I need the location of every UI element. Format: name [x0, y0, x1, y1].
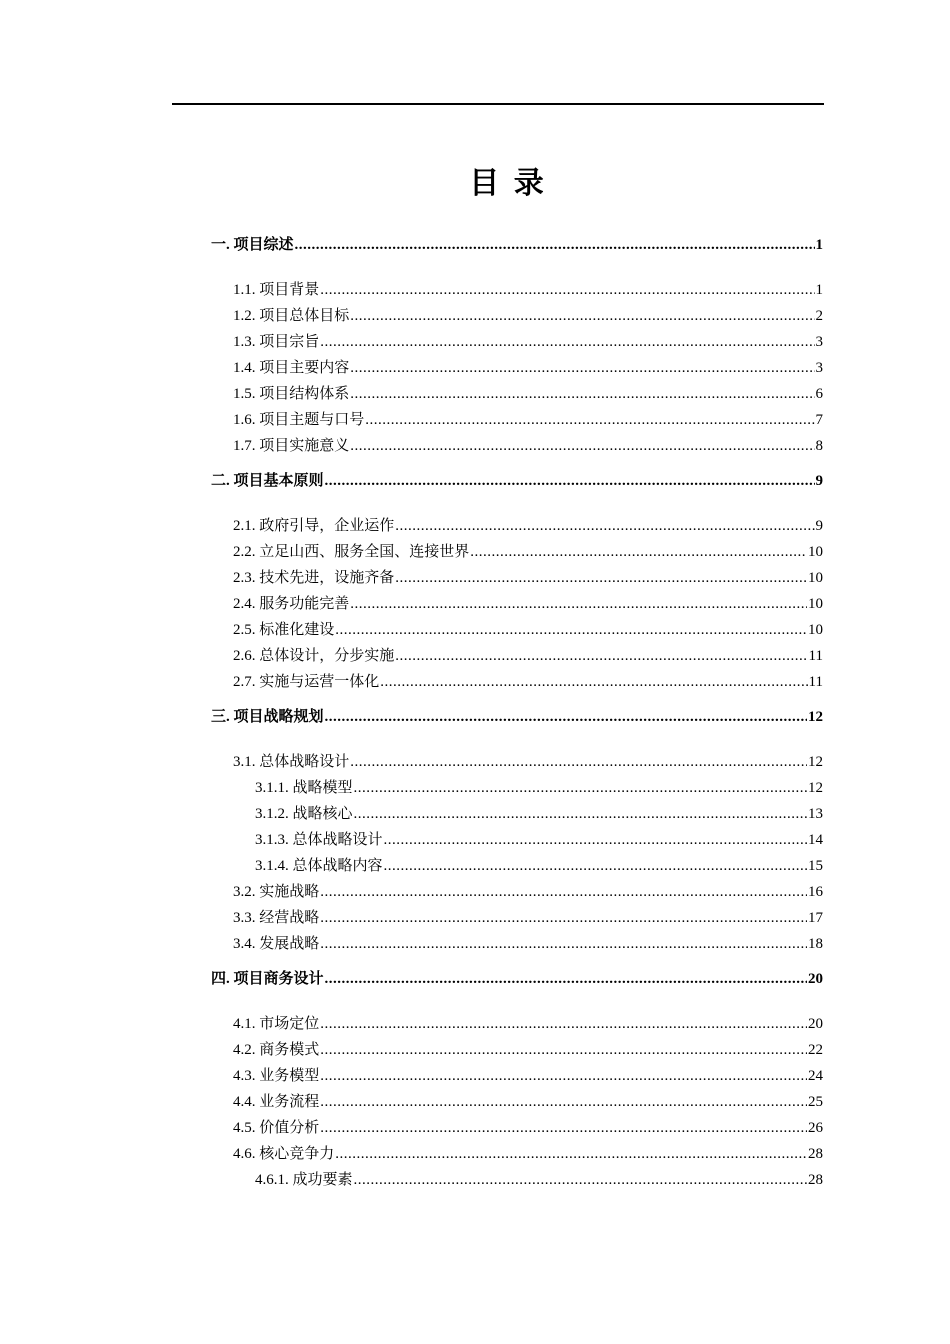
- toc-section-entry[interactable]: [211, 591, 823, 617]
- toc-entry-page-number: 10: [808, 570, 823, 586]
- dot-leader: [365, 407, 814, 433]
- toc-entry-label: 2.7. 实施与运营一体化: [233, 674, 380, 690]
- toc-entry-page-number: 3: [815, 334, 823, 350]
- toc-section-entry[interactable]: [211, 879, 823, 905]
- toc-entry-page-number: 10: [808, 622, 823, 638]
- dot-leader: [325, 468, 815, 494]
- toc-entry-page-number: 12: [808, 780, 823, 796]
- toc-section-entry[interactable]: [211, 1063, 823, 1089]
- toc-entry-page-number: 18: [808, 936, 823, 952]
- toc-entry-label: 3.1.1. 战略模型: [255, 780, 353, 796]
- toc-entry-label: 4.5. 价值分析: [233, 1120, 320, 1136]
- toc-entry-label: 3.1.2. 战略核心: [255, 806, 353, 822]
- toc-section-entry[interactable]: [211, 513, 823, 539]
- toc-entry-page-number: 14: [808, 832, 823, 848]
- dot-leader: [354, 801, 807, 827]
- toc-section-entry[interactable]: [211, 1141, 823, 1167]
- section-gap: [211, 957, 823, 962]
- dot-leader: [350, 355, 814, 381]
- toc-entry-label: 3.1.3. 总体战略设计: [255, 832, 383, 848]
- toc-entry-page-number: 1: [815, 282, 823, 298]
- dot-leader: [320, 1115, 807, 1141]
- toc-section-entry[interactable]: [211, 643, 823, 669]
- toc-section-entry[interactable]: [211, 539, 823, 565]
- toc-entry-label: 一. 项目综述: [211, 237, 294, 253]
- dot-leader: [350, 433, 814, 459]
- dot-leader: [325, 704, 807, 730]
- toc-entry-page-number: 17: [808, 910, 823, 926]
- toc-entry-label: 3.1.4. 总体战略内容: [255, 858, 383, 874]
- toc-entry-page-number: 9: [815, 473, 823, 489]
- toc-entry-page-number: 7: [815, 412, 823, 428]
- toc-entry-label: 2.2. 立足山西、服务全国、连接世界: [233, 544, 470, 560]
- toc-subsection-entry[interactable]: [211, 827, 823, 853]
- toc-section-entry[interactable]: [211, 355, 823, 381]
- toc-entry-label: 3.3. 经营战略: [233, 910, 320, 926]
- dot-leader: [320, 1089, 807, 1115]
- toc-entry-label: 2.3. 技术先进，设施齐备: [233, 570, 395, 586]
- toc-section-entry[interactable]: [211, 1115, 823, 1141]
- toc-entry-label: 1.2. 项目总体目标: [233, 308, 350, 324]
- toc-section-entry[interactable]: [211, 277, 823, 303]
- toc-entry-label: 1.6. 项目主题与口号: [233, 412, 365, 428]
- dot-leader: [350, 591, 807, 617]
- section-gap: [211, 459, 823, 464]
- dot-leader: [354, 775, 807, 801]
- toc-entry-page-number: 8: [815, 438, 823, 454]
- toc-section-entry[interactable]: [211, 407, 823, 433]
- toc-entry-page-number: 10: [808, 544, 823, 560]
- toc-entry-label: 4.2. 商务模式: [233, 1042, 320, 1058]
- toc-entry-page-number: 1: [815, 237, 823, 253]
- toc-chapter-entry[interactable]: [211, 468, 823, 494]
- toc-entry-label: 4.3. 业务模型: [233, 1068, 320, 1084]
- toc-entry-label: 2.6. 总体设计，分步实施: [233, 648, 395, 664]
- toc-entry-label: 4.6.1. 成功要素: [255, 1172, 353, 1188]
- toc-entry-page-number: 9: [815, 518, 823, 534]
- toc-section-entry[interactable]: [211, 669, 823, 695]
- toc-title: 目 录: [469, 166, 546, 201]
- dot-leader: [380, 669, 807, 695]
- toc-entry-label: 2.1. 政府引导，企业运作: [233, 518, 395, 534]
- dot-leader: [470, 539, 807, 565]
- toc-entry-label: 1.1. 项目背景: [233, 282, 320, 298]
- toc-entry-page-number: 3: [815, 360, 823, 376]
- toc-entry-page-number: 22: [808, 1042, 823, 1058]
- toc-entry-page-number: 20: [808, 1016, 823, 1032]
- toc-entry-page-number: 13: [808, 806, 823, 822]
- section-gap: [211, 695, 823, 700]
- toc-entry-page-number: 20: [808, 971, 823, 987]
- toc-entry-page-number: 28: [808, 1146, 823, 1162]
- dot-leader: [350, 749, 807, 775]
- toc-section-entry[interactable]: [211, 565, 823, 591]
- toc-entry-label: 1.7. 项目实施意义: [233, 438, 350, 454]
- toc-entry-page-number: 11: [808, 674, 823, 690]
- toc-section-entry[interactable]: [211, 617, 823, 643]
- dot-leader: [320, 931, 807, 957]
- dot-leader: [384, 853, 807, 879]
- toc-entry-page-number: 10: [808, 596, 823, 612]
- toc-section-entry[interactable]: [211, 905, 823, 931]
- dot-leader: [395, 565, 807, 591]
- toc-entry-label: 四. 项目商务设计: [211, 971, 324, 987]
- dot-leader: [395, 513, 814, 539]
- table-of-contents: [211, 232, 823, 1193]
- toc-section-entry[interactable]: [211, 433, 823, 459]
- toc-chapter-entry[interactable]: [211, 232, 823, 258]
- toc-section-entry[interactable]: [211, 303, 823, 329]
- dot-leader: [335, 1141, 807, 1167]
- toc-entry-page-number: 28: [808, 1172, 823, 1188]
- toc-entry-label: 二. 项目基本原则: [211, 473, 324, 489]
- toc-entry-label: 2.4. 服务功能完善: [233, 596, 350, 612]
- toc-section-entry[interactable]: [211, 329, 823, 355]
- toc-entry-label: 3.1. 总体战略设计: [233, 754, 350, 770]
- toc-subsection-entry[interactable]: [211, 1167, 823, 1193]
- toc-entry-page-number: 16: [808, 884, 823, 900]
- toc-entry-label: 4.4. 业务流程: [233, 1094, 320, 1110]
- toc-entry-label: 1.5. 项目结构体系: [233, 386, 350, 402]
- dot-leader: [320, 905, 807, 931]
- toc-entry-label: 2.5. 标准化建设: [233, 622, 335, 638]
- toc-chapter-entry[interactable]: [211, 966, 823, 992]
- toc-entry-page-number: 12: [808, 709, 823, 725]
- toc-entry-page-number: 25: [808, 1094, 823, 1110]
- toc-section-entry[interactable]: [211, 931, 823, 957]
- toc-section-entry[interactable]: [211, 1037, 823, 1063]
- dot-leader: [320, 277, 814, 303]
- dot-leader: [320, 329, 814, 355]
- toc-entry-label: 3.4. 发展战略: [233, 936, 320, 952]
- toc-entry-label: 4.6. 核心竞争力: [233, 1146, 335, 1162]
- dot-leader: [325, 966, 807, 992]
- dot-leader: [295, 232, 815, 258]
- toc-chapter-entry[interactable]: [211, 704, 823, 730]
- toc-entry-label: 4.1. 市场定位: [233, 1016, 320, 1032]
- dot-leader: [384, 827, 807, 853]
- toc-subsection-entry[interactable]: [211, 801, 823, 827]
- toc-subsection-entry[interactable]: [211, 775, 823, 801]
- toc-entry-label: 3.2. 实施战略: [233, 884, 320, 900]
- dot-leader: [320, 1037, 807, 1063]
- dot-leader: [354, 1167, 807, 1193]
- toc-entry-page-number: 15: [808, 858, 823, 874]
- dot-leader: [320, 879, 807, 905]
- toc-section-entry[interactable]: [211, 381, 823, 407]
- toc-entry-page-number: 26: [808, 1120, 823, 1136]
- toc-entry-label: 1.4. 项目主要内容: [233, 360, 350, 376]
- toc-section-entry[interactable]: [211, 1089, 823, 1115]
- toc-entry-label: 1.3. 项目宗旨: [233, 334, 320, 350]
- toc-section-entry[interactable]: [211, 749, 823, 775]
- dot-leader: [335, 617, 807, 643]
- dot-leader: [320, 1063, 807, 1089]
- toc-entry-page-number: 12: [808, 754, 823, 770]
- dot-leader: [350, 303, 814, 329]
- toc-entry-label: 三. 项目战略规划: [211, 709, 324, 725]
- toc-section-entry[interactable]: [211, 1011, 823, 1037]
- dot-leader: [320, 1011, 807, 1037]
- toc-subsection-entry[interactable]: [211, 853, 823, 879]
- toc-entry-page-number: 11: [808, 648, 823, 664]
- dot-leader: [350, 381, 814, 407]
- toc-entry-page-number: 24: [808, 1068, 823, 1084]
- toc-entry-page-number: 6: [815, 386, 823, 402]
- toc-entry-page-number: 2: [815, 308, 823, 324]
- dot-leader: [395, 643, 807, 669]
- header-rule: [172, 103, 824, 105]
